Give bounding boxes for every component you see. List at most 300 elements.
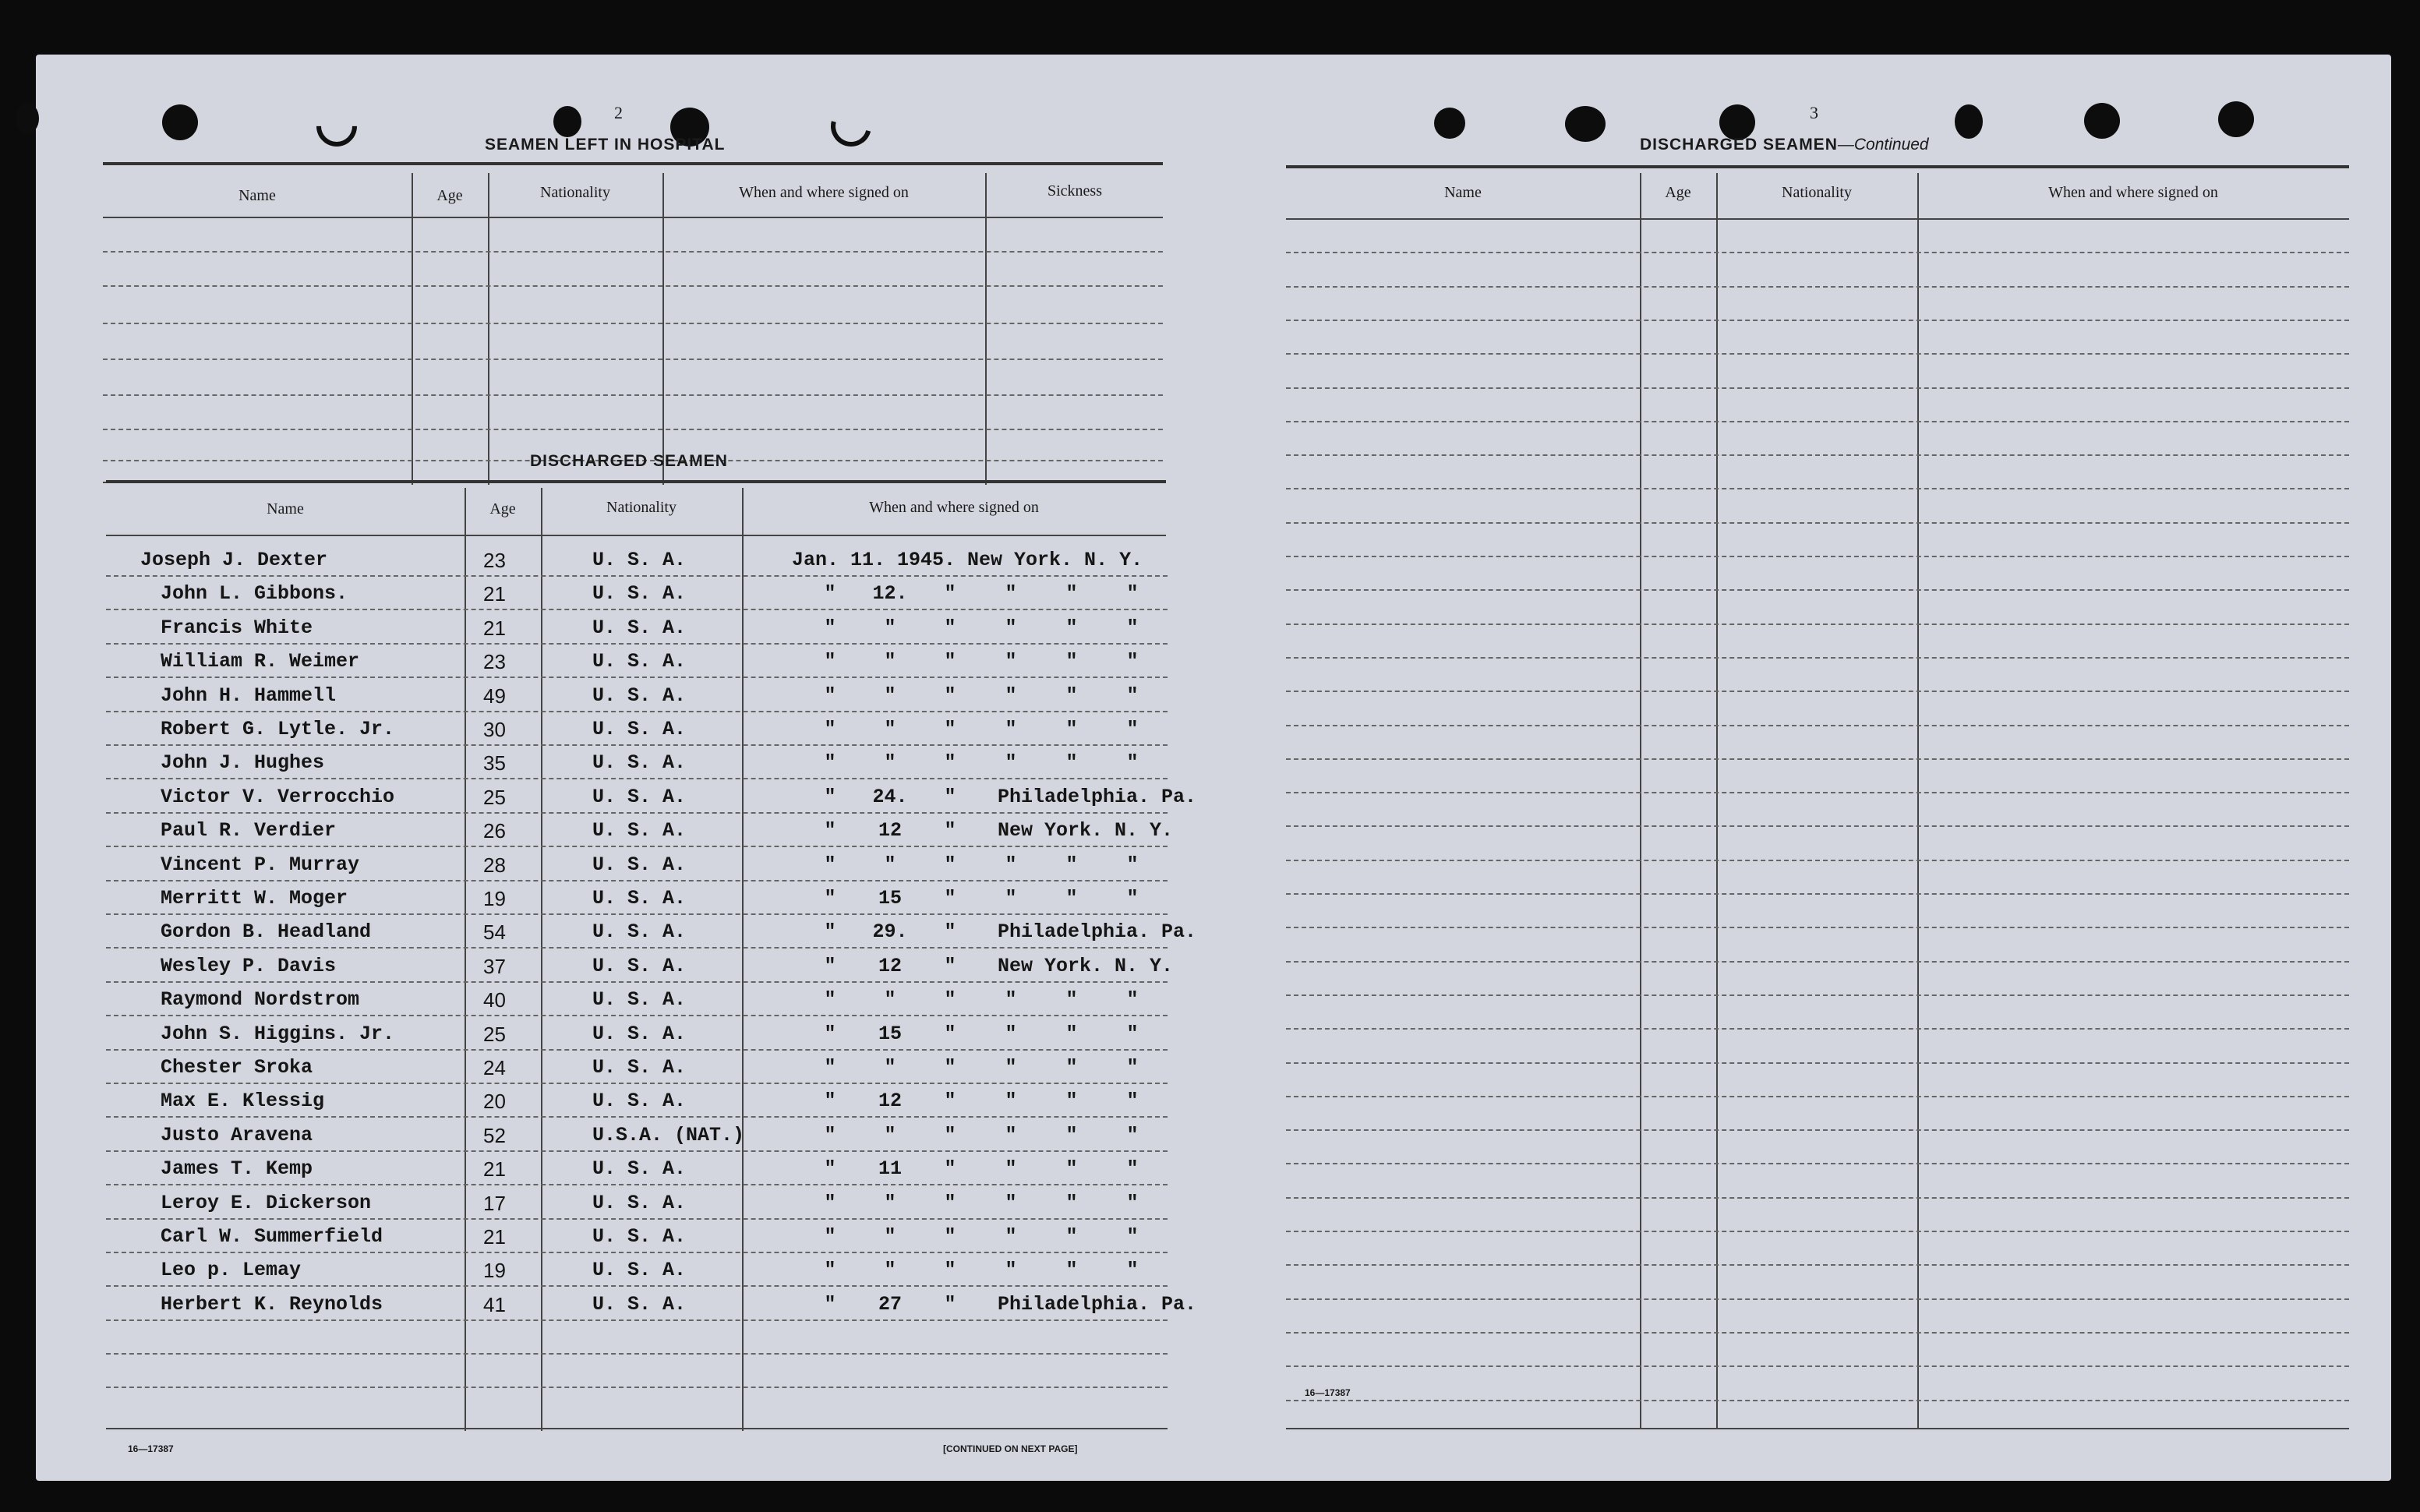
- hospital-header-signed-on: When and where signed on: [739, 184, 909, 201]
- table-row: [106, 1153, 1168, 1187]
- column-divider: [412, 173, 413, 485]
- header-underline: [106, 535, 1166, 536]
- signed-on-part: ": [944, 1259, 956, 1282]
- signed-on-part: ": [824, 819, 836, 843]
- signed-on-part: New York. N. Y.: [998, 819, 1174, 843]
- continued-header-nationality: Nationality: [1782, 184, 1852, 201]
- seaman-age: 25: [483, 785, 506, 809]
- signed-on-part: ": [824, 1123, 836, 1146]
- signed-on-part: ": [944, 1056, 956, 1079]
- table-row: [106, 1085, 1168, 1119]
- row-line: [106, 913, 1168, 915]
- blank-row-line: [1286, 1096, 2349, 1097]
- table-row: [106, 849, 1168, 883]
- signed-on-part: ": [1005, 1022, 1017, 1045]
- discharged-seamen-rows: [106, 544, 1197, 1433]
- signed-on-part: ": [1126, 616, 1139, 639]
- signed-on-part: ": [1065, 887, 1078, 910]
- blank-row-line: [1286, 488, 2349, 489]
- seaman-age: 24: [483, 1056, 506, 1079]
- signed-on-part: ": [944, 819, 956, 843]
- seaman-signed-on: [800, 1023, 1163, 1045]
- signed-on-part: 12.: [872, 582, 908, 606]
- seaman-signed-on: [800, 1293, 1196, 1316]
- signed-on-part: ": [1065, 1157, 1078, 1181]
- seaman-nationality: U. S. A.: [592, 988, 687, 1012]
- signed-on-part: ": [1005, 887, 1017, 910]
- row-line: [106, 846, 1168, 847]
- seaman-name: John S. Higgins. Jr.: [161, 1022, 395, 1045]
- table-row: [106, 1187, 1168, 1221]
- seaman-age: 28: [483, 853, 506, 877]
- signed-on-part: ": [824, 785, 836, 808]
- signed-on-part: ": [944, 650, 956, 673]
- blank-row-lines: [1286, 218, 2349, 1434]
- table-row: [106, 950, 1174, 984]
- table-row: [106, 1254, 1168, 1288]
- signed-on-part: ": [884, 988, 896, 1012]
- table-row: [106, 814, 1174, 849]
- seaman-nationality: U. S. A.: [592, 853, 687, 876]
- punch-hole: [1955, 104, 1983, 139]
- seaman-nationality: U. S. A.: [592, 1225, 687, 1248]
- blank-row-line: [1286, 1400, 2349, 1401]
- signed-on-part: ": [824, 1225, 836, 1248]
- blank-row-line: [1286, 860, 2349, 861]
- signed-on-part: ": [1126, 887, 1139, 910]
- seaman-signed-on: [800, 988, 1163, 1011]
- column-divider: [985, 173, 987, 485]
- column-divider: [488, 173, 489, 485]
- hospital-header-age: Age: [436, 187, 463, 204]
- signed-on-part: ": [1005, 751, 1017, 775]
- table-row: [106, 882, 1168, 917]
- blank-row-line: [1286, 961, 2349, 963]
- signed-on-part: ": [824, 582, 836, 606]
- table-row: [106, 1051, 1168, 1086]
- row-line: [106, 1218, 1168, 1220]
- seaman-signed-on: [800, 684, 1163, 707]
- table-row: [106, 612, 1168, 646]
- blank-row-line: [1286, 1231, 2349, 1232]
- signed-on-part: ": [1126, 1090, 1139, 1113]
- signed-on-part: ": [824, 684, 836, 707]
- seaman-nationality: U. S. A.: [592, 1056, 687, 1079]
- seaman-signed-on: [792, 549, 1143, 571]
- signed-on-part: Philadelphia. Pa.: [998, 1292, 1197, 1316]
- signed-on-part: ": [1005, 988, 1017, 1012]
- seaman-signed-on: [800, 1192, 1163, 1214]
- seaman-signed-on: [800, 616, 1163, 639]
- seaman-nationality: U. S. A.: [592, 785, 687, 808]
- signed-on-part: ": [1005, 1123, 1017, 1146]
- seaman-signed-on: [800, 751, 1163, 774]
- punch-hole: [1565, 106, 1606, 142]
- table-row: [106, 544, 1168, 578]
- seaman-nationality: U. S. A.: [592, 650, 687, 673]
- blank-row-line: [106, 1387, 1168, 1388]
- continued-header-age: Age: [1665, 184, 1691, 201]
- seaman-age: 49: [483, 684, 506, 708]
- seaman-name: Chester Sroka: [161, 1056, 313, 1079]
- seaman-nationality: U. S. A.: [592, 920, 687, 944]
- signed-on-part: ": [1065, 582, 1078, 606]
- blank-row-line: [103, 285, 1163, 287]
- seaman-age: 37: [483, 954, 506, 978]
- blank-row-line: [1286, 556, 2349, 557]
- seaman-nationality: U. S. A.: [592, 887, 687, 910]
- signed-on-part: ": [1126, 1191, 1139, 1214]
- signed-on-part: ": [1005, 1090, 1017, 1113]
- seaman-age: 40: [483, 988, 506, 1012]
- seaman-age: 41: [483, 1292, 506, 1316]
- row-line: [106, 880, 1168, 881]
- signed-on-part: ": [1005, 853, 1017, 876]
- signed-on-part: ": [944, 1022, 956, 1045]
- seaman-age: 54: [483, 920, 506, 945]
- signed-on-part: ": [1065, 650, 1078, 673]
- signed-on-part: ": [1126, 650, 1139, 673]
- signed-on-part: ": [1126, 1022, 1139, 1045]
- signed-on-part: ": [1065, 718, 1078, 740]
- blank-row-line: [1286, 758, 2349, 760]
- blank-row-line: [1286, 1163, 2349, 1164]
- seaman-signed-on: [800, 1090, 1163, 1112]
- signed-on-part: ": [824, 1090, 836, 1113]
- signed-on-part: ": [1065, 1022, 1078, 1045]
- blank-row-line: [1286, 387, 2349, 389]
- signed-on-part: ": [1065, 616, 1078, 639]
- table-row: [106, 1018, 1168, 1052]
- seaman-name: James T. Kemp: [161, 1157, 313, 1181]
- discharged-header-age: Age: [489, 500, 516, 518]
- seaman-nationality: U. S. A.: [592, 1292, 687, 1316]
- row-line: [106, 1319, 1168, 1321]
- signed-on-part: 11: [878, 1157, 902, 1181]
- seaman-name: Victor V. Verrocchio: [161, 785, 395, 808]
- blank-row-line: [1286, 1028, 2349, 1030]
- punch-hole: [1434, 108, 1465, 139]
- signed-on-part: ": [1005, 718, 1017, 740]
- blank-row-line: [1286, 994, 2349, 996]
- table-bottom-rule: [106, 1428, 1168, 1429]
- signed-on-part: ": [944, 616, 956, 639]
- hospital-section-title: SEAMEN LEFT IN HOSPITAL: [485, 136, 726, 154]
- table-row: [106, 984, 1168, 1018]
- signed-on-part: ": [1005, 582, 1017, 606]
- seaman-signed-on: [800, 1056, 1163, 1079]
- blank-row-line: [103, 323, 1163, 324]
- signed-on-part: ": [824, 920, 836, 944]
- blank-row-line: [1286, 353, 2349, 355]
- signed-on-part: ": [824, 650, 836, 673]
- signed-on-part: ": [824, 1056, 836, 1079]
- signed-on-part: 24.: [872, 785, 908, 808]
- continued-header-name: Name: [1444, 184, 1482, 201]
- table-row: [106, 1119, 1168, 1153]
- signed-on-part: 12: [878, 954, 902, 977]
- signed-on-part: ": [1126, 988, 1139, 1012]
- seaman-nationality: U. S. A.: [592, 1022, 687, 1045]
- seaman-age: 23: [483, 650, 506, 674]
- signed-on-part: ": [1065, 751, 1078, 775]
- signed-on-part: ": [1126, 718, 1139, 740]
- signed-on-part: ": [884, 1225, 896, 1248]
- signed-on-part: ": [1065, 1123, 1078, 1146]
- row-line: [106, 1116, 1168, 1118]
- seaman-age: 35: [483, 751, 506, 775]
- page-number: 2: [614, 103, 623, 122]
- seaman-signed-on: [800, 1225, 1163, 1248]
- signed-on-part: ": [1005, 1157, 1017, 1181]
- signed-on-part: ": [1126, 1056, 1139, 1079]
- seaman-age: 21: [483, 1225, 506, 1249]
- seaman-name: John L. Gibbons.: [161, 582, 348, 606]
- document-sheet: [36, 55, 2391, 1481]
- seaman-nationality: U. S. A.: [592, 819, 687, 843]
- seaman-name: William R. Weimer: [161, 650, 360, 673]
- row-line: [106, 947, 1168, 949]
- table-row: [106, 578, 1168, 612]
- table-row: [106, 1221, 1168, 1255]
- row-line: [106, 1252, 1168, 1253]
- seaman-age: 21: [483, 616, 506, 640]
- seaman-nationality: U. S. A.: [592, 582, 687, 606]
- seaman-signed-on: [800, 718, 1163, 740]
- signed-on-part: ": [944, 920, 956, 944]
- blank-row-line: [1286, 1264, 2349, 1266]
- signed-on-part: Philadelphia. Pa.: [998, 920, 1197, 944]
- blank-row-line: [103, 251, 1163, 253]
- signed-on-part: ": [944, 582, 956, 606]
- discharged-section-title: DISCHARGED SEAMEN: [530, 452, 728, 470]
- seaman-nationality: U. S. A.: [592, 1191, 687, 1214]
- seaman-nationality: U. S. A.: [592, 954, 687, 977]
- signed-on-part: ": [944, 988, 956, 1012]
- seaman-name: Gordon B. Headland: [161, 920, 372, 944]
- signed-on-part: ": [884, 853, 896, 876]
- seaman-age: 25: [483, 1022, 506, 1046]
- row-line: [106, 643, 1168, 645]
- punch-hole: [2218, 101, 2254, 137]
- table-row: [106, 747, 1168, 781]
- blank-row-line: [1286, 1365, 2349, 1367]
- page-number: 3: [1810, 103, 1818, 122]
- seaman-age: 19: [483, 887, 506, 910]
- seaman-nationality: U. S. A.: [592, 1259, 687, 1282]
- signed-on-part: ": [824, 1191, 836, 1214]
- signed-on-part: ": [1005, 1225, 1017, 1248]
- continued-title-suffix: —Continued: [1837, 136, 1929, 154]
- seaman-nationality: U. S. A.: [592, 684, 687, 707]
- blank-row-line: [106, 1353, 1168, 1355]
- blank-row-line: [1286, 286, 2349, 288]
- signed-on-part: ": [1065, 988, 1078, 1012]
- row-line: [106, 1285, 1168, 1287]
- seaman-signed-on: [800, 819, 1173, 842]
- row-line: [106, 711, 1168, 712]
- discharged-header-name: Name: [267, 500, 304, 518]
- signed-on-part: ": [824, 616, 836, 639]
- signed-on-part: New York. N. Y.: [998, 954, 1174, 977]
- signed-on-part: ": [1005, 1191, 1017, 1214]
- blank-row-line: [103, 394, 1163, 396]
- punch-hole-mark: [308, 97, 366, 155]
- form-number: 16—17387: [128, 1443, 174, 1454]
- seaman-name: Carl W. Summerfield: [161, 1225, 383, 1248]
- signed-on-part: ": [1005, 684, 1017, 707]
- blank-row-line: [1286, 1197, 2349, 1199]
- continued-title-main: DISCHARGED SEAMEN: [1640, 136, 1838, 154]
- signed-on-part: ": [884, 650, 896, 673]
- signed-on-part: ": [944, 785, 956, 808]
- blank-row-line: [1286, 927, 2349, 928]
- blank-row-line: [1286, 825, 2349, 827]
- punch-hole: [16, 103, 39, 134]
- row-line: [106, 575, 1168, 577]
- signed-on-part: ": [884, 616, 896, 639]
- header-underline: [103, 217, 1163, 218]
- seaman-age: 21: [483, 582, 506, 606]
- seaman-name: Justo Aravena: [161, 1123, 313, 1146]
- seaman-age: 23: [483, 549, 506, 572]
- seaman-age: 52: [483, 1123, 506, 1147]
- blank-row-line: [1286, 454, 2349, 456]
- seaman-name: Paul R. Verdier: [161, 819, 337, 843]
- seaman-nationality: U. S. A.: [592, 616, 687, 639]
- signed-on-part: ": [1005, 1259, 1017, 1282]
- signed-on-part: ": [1065, 1191, 1078, 1214]
- signed-on-part: ": [1005, 650, 1017, 673]
- signed-on-part: ": [884, 751, 896, 775]
- seaman-signed-on: [800, 887, 1163, 910]
- seaman-age: 21: [483, 1157, 506, 1182]
- seaman-name: Leo p. Lemay: [161, 1259, 302, 1282]
- continued-section-title: [1640, 136, 1929, 154]
- blank-row-line: [1286, 522, 2349, 524]
- blank-row-line: [1286, 589, 2349, 591]
- signed-on-part: ": [944, 954, 956, 977]
- seaman-signed-on: [800, 920, 1196, 943]
- seaman-signed-on: [800, 786, 1196, 808]
- blank-row-line: [1286, 691, 2349, 692]
- seaman-name: Max E. Klessig: [161, 1090, 325, 1113]
- signed-on-part: ": [1065, 853, 1078, 876]
- signed-on-part: ": [944, 853, 956, 876]
- seaman-nationality: U. S. A.: [592, 751, 687, 775]
- signed-on-part: 27: [878, 1292, 902, 1316]
- form-number: 16—17387: [1305, 1387, 1351, 1398]
- seaman-name: Joseph J. Dexter: [140, 549, 328, 571]
- signed-on-part: Jan. 11. 1945. New York. N. Y.: [792, 549, 1143, 571]
- signed-on-part: ": [1065, 684, 1078, 707]
- signed-on-part: 15: [878, 1022, 902, 1045]
- signed-on-part: ": [884, 1123, 896, 1146]
- seaman-age: 26: [483, 819, 506, 843]
- signed-on-part: ": [824, 718, 836, 740]
- row-line: [106, 812, 1168, 814]
- signed-on-part: ": [1126, 1123, 1139, 1146]
- blank-row-line: [1286, 792, 2349, 793]
- signed-on-part: ": [944, 1123, 956, 1146]
- blank-row-line: [1286, 624, 2349, 625]
- row-line: [106, 609, 1168, 610]
- seaman-nationality: U. S. A.: [592, 549, 687, 571]
- table-row: [106, 1288, 1197, 1323]
- blank-row-line: [1286, 725, 2349, 726]
- row-line: [106, 1184, 1168, 1185]
- signed-on-part: ": [1005, 1056, 1017, 1079]
- discharged-header-nationality: Nationality: [606, 499, 677, 516]
- signed-on-part: ": [1126, 1259, 1139, 1282]
- signed-on-part: ": [944, 1191, 956, 1214]
- signed-on-part: Philadelphia. Pa.: [998, 785, 1197, 808]
- table-rule: [106, 480, 1166, 483]
- seaman-nationality: U. S. A.: [592, 1157, 687, 1181]
- hospital-header-sickness: Sickness: [1047, 182, 1102, 200]
- signed-on-part: ": [1065, 1225, 1078, 1248]
- continued-note: [CONTINUED ON NEXT PAGE]: [943, 1443, 1078, 1454]
- signed-on-part: 12: [878, 819, 902, 843]
- signed-on-part: ": [824, 853, 836, 876]
- signed-on-part: ": [1065, 1090, 1078, 1113]
- column-divider: [662, 173, 664, 485]
- seaman-name: Herbert K. Reynolds: [161, 1292, 383, 1316]
- signed-on-part: ": [944, 684, 956, 707]
- row-line: [106, 1083, 1168, 1084]
- seaman-name: Francis White: [161, 616, 313, 639]
- seaman-signed-on: [800, 1259, 1163, 1281]
- table-row: [106, 713, 1168, 747]
- seaman-age: 19: [483, 1259, 506, 1283]
- row-line: [106, 677, 1168, 678]
- signed-on-part: ": [1065, 1259, 1078, 1282]
- signed-on-part: ": [884, 1056, 896, 1079]
- seaman-signed-on: [800, 1124, 1163, 1146]
- punch-hole: [162, 104, 198, 140]
- signed-on-part: ": [824, 1157, 836, 1181]
- seaman-nationality: U.S.A. (NAT.): [592, 1123, 745, 1146]
- signed-on-part: ": [824, 751, 836, 775]
- signed-on-part: 12: [878, 1090, 902, 1113]
- table-bottom-rule: [1286, 1428, 2349, 1429]
- continued-header-signed-on: When and where signed on: [2048, 184, 2218, 201]
- signed-on-part: ": [944, 887, 956, 910]
- blank-row-line: [1286, 657, 2349, 659]
- blank-row-line: [103, 429, 1163, 430]
- signed-on-part: ": [944, 1157, 956, 1181]
- signed-on-part: ": [884, 1191, 896, 1214]
- seaman-name: John H. Hammell: [161, 684, 337, 707]
- blank-row-line: [1286, 320, 2349, 321]
- row-line: [106, 981, 1168, 983]
- discharged-header-signed-on: When and where signed on: [869, 499, 1039, 516]
- blank-row-line: [1286, 1129, 2349, 1131]
- row-line: [106, 778, 1168, 779]
- row-line: [106, 1049, 1168, 1051]
- seaman-name: Raymond Nordstrom: [161, 988, 360, 1012]
- hospital-header-name: Name: [238, 187, 276, 204]
- seaman-name: Merritt W. Moger: [161, 887, 348, 910]
- seaman-age: 20: [483, 1090, 506, 1114]
- table-row: [106, 916, 1197, 950]
- table-rule: [1286, 165, 2349, 168]
- signed-on-part: ": [944, 1225, 956, 1248]
- signed-on-part: ": [944, 751, 956, 775]
- seaman-name: Vincent P. Murray: [161, 853, 360, 876]
- seaman-nationality: U. S. A.: [592, 718, 687, 740]
- punch-hole: [2084, 103, 2120, 139]
